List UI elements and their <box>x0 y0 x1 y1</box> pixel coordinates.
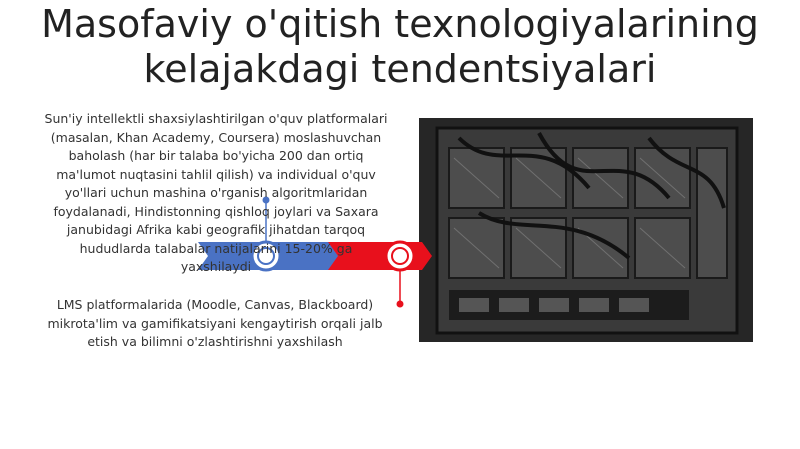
trend-description-2: LMS platformalarida (Moodle, Canvas, Blackboard) mikrota'lim va gamifikatsiyani kengaytirish orqali jalb etish va bilimni o'zlashtirishni yaxshilash <box>47 297 383 349</box>
timeline-red-bottom-dot <box>397 301 404 308</box>
server-rack-image <box>419 118 753 342</box>
slide-title: Masofaviy o'qitish texnologiyalarining kelajakdagi tendentsiyalari <box>41 2 759 91</box>
server-rack-photo <box>419 118 753 342</box>
trend-description-1: Sun'iy intellektli shaxsiylashtirilgan o'quv platformalari (masalan, Khan Academy, Coursera) moslashuvchan baholash (har bir talaba bo'yicha 200 dan ortiq ma'lumot nuqtasini tahlil qilish) va individual o'quv yo'llari uchun mashina o'rganish algoritmlaridan foydalanadi, Hindistonning qishloq joylari va Saxara janubidagi Afrika kabi geografik jihatdan tarqoq hududlarda talabalar natijalarini 15-20% ga yaxshilaydi <box>44 111 388 274</box>
